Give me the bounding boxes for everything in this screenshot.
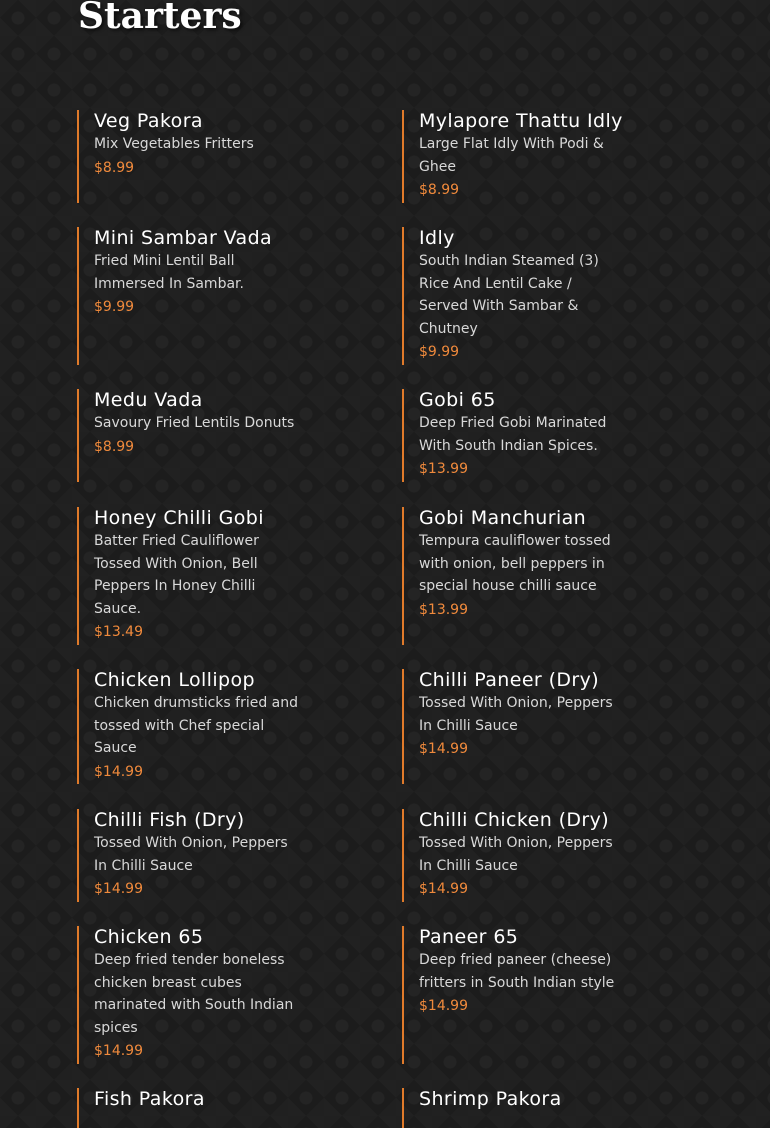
item-description: Savoury Fried Lentils Donuts [94, 415, 295, 431]
item-description: Batter Fried Cauliflower Tossed With Onion, Bell Peppers In Honey Chilli Sauce. [94, 533, 259, 617]
menu-item-shrimp-pakora [402, 1088, 652, 1128]
item-price: $14.99 [419, 741, 468, 757]
item-name: Medu Vada [94, 389, 203, 411]
item-name: Mini Sambar Vada [94, 227, 273, 249]
menu-item-honey-chilli-gobi [77, 507, 302, 645]
item-description: Tempura cauliflower tossed with onion, bell peppers in special house chilli sauce [419, 533, 611, 594]
item-price: $14.99 [94, 881, 143, 897]
item-description: Tossed With Onion, Peppers In Chilli Sauce [419, 695, 613, 734]
item-description: Deep fried paneer (cheese) fritters in South Indian style [419, 952, 615, 991]
item-name: Idly [419, 227, 455, 249]
item-description: Deep Fried Gobi Marinated With South Indian Spices. [419, 415, 607, 454]
menu-item-chilli-paneer-dry [402, 669, 652, 784]
item-price: $13.99 [419, 601, 468, 618]
item-name: Honey Chilli Gobi [94, 507, 264, 529]
item-price: $9.99 [419, 344, 460, 360]
menu-item-chilli-fish-dry [77, 809, 302, 902]
item-description: Mix Vegetables Fritters [94, 136, 254, 152]
item-description: Chicken drumsticks fried and tossed with Chef special Sauce [94, 695, 299, 756]
section-title: Starters [78, 0, 242, 37]
item-price: $13.99 [419, 461, 468, 477]
item-description: Large Flat Idly With Podi & Ghee [419, 136, 604, 175]
menu-item-idly [402, 227, 652, 365]
menu-item-gobi-65 [402, 389, 652, 482]
menu-item-chilli-chicken-dry [402, 809, 652, 902]
menu-item-fish-pakora [77, 1088, 302, 1128]
menu-item-veg-pakora [77, 110, 302, 203]
item-name: Veg Pakora [94, 110, 203, 132]
menu-item-mini-sambar-vada [77, 227, 302, 365]
item-name: Chilli Paneer (Dry) [419, 669, 600, 691]
item-price: $13.49 [94, 624, 143, 640]
menu-item-medu-vada [77, 389, 302, 482]
item-price: $8.99 [94, 159, 135, 176]
item-name: Gobi Manchurian [419, 507, 587, 529]
item-description: Fried Mini Lentil Ball Immersed In Sambar. [94, 253, 244, 292]
menu-item-paneer-65 [402, 926, 652, 1064]
item-description: Tossed With Onion, Peppers In Chilli Sauce [419, 835, 613, 874]
menu-item-mylapore-thattu-idly [402, 110, 652, 203]
item-name: Paneer 65 [419, 926, 519, 948]
item-price: $9.99 [94, 299, 135, 315]
item-price: $8.99 [419, 182, 460, 198]
item-description: Deep fried tender boneless chicken breast cubes marinated with South Indian spices [94, 952, 294, 1036]
item-name: Chilli Chicken (Dry) [419, 809, 610, 831]
item-price: $14.99 [419, 881, 468, 897]
item-description: South Indian Steamed (3) Rice And Lentil Cake / Served With Sambar & Chutney [419, 253, 599, 337]
item-name: Fish Pakora [94, 1088, 205, 1110]
menu-item-chicken-65 [77, 926, 302, 1064]
item-name: Gobi 65 [419, 389, 496, 411]
item-name: Mylapore Thattu Idly [419, 110, 623, 132]
item-description: Tossed With Onion, Peppers In Chilli Sauce [94, 835, 288, 874]
item-price: $14.99 [419, 998, 468, 1014]
item-name: Chilli Fish (Dry) [94, 809, 245, 831]
item-price: $8.99 [94, 438, 135, 455]
item-name: Shrimp Pakora [419, 1088, 562, 1110]
item-name: Chicken 65 [94, 926, 204, 948]
menu-item-chicken-lollipop [77, 669, 302, 784]
menu-item-gobi-manchurian [402, 507, 652, 645]
item-name: Chicken Lollipop [94, 669, 255, 691]
item-price: $14.99 [94, 1043, 143, 1059]
item-price: $14.99 [94, 763, 143, 780]
